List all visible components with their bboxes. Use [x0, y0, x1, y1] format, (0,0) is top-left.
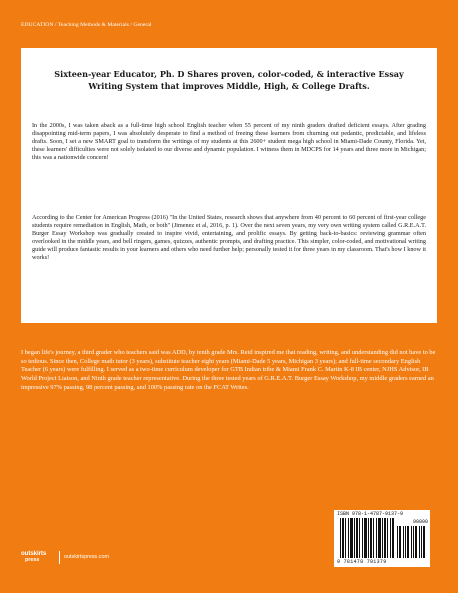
publisher-logo-top: outskirts	[21, 550, 47, 557]
description-paragraph-2: According to the Center for American Progress (2016) "In the United States, research shows that anywhere from 40 percent to 60 percent of first-year college students require remediation in English, Math, or both" (Jimenez et al, 2016, p. 1). Over the next seven years, my very own writing system called G.R.E.A.T. Burger Essay Workshop was gradually created to inspire vivid, entertaining, and prolific essays. By getting back-to-basics: reviewing grammar often overlooked in the middle years, and bell ringers, games, quizzes, authentic prompts, and drafting practice. This simpler, color-coded, and motivational writing guide will produce fantastic results in your learners and others who need further help; personally tested it for three years in my classroom. That's how I know it works!	[32, 214, 426, 262]
publisher-website: outskirtspress.com	[64, 554, 109, 560]
headline: Sixteen-year Educator, Ph. D Shares proven, color-coded, & interactive Essay Writing System that improves Middle, High, & College Drafts.	[54, 69, 404, 91]
isbn-label: ISBN 978-1-4787-9137-9	[337, 511, 404, 517]
barcode-bars	[340, 518, 394, 558]
description-panel	[21, 48, 437, 323]
logo-divider	[59, 551, 60, 564]
price-code: 90000	[412, 519, 428, 525]
description-paragraph-1: In the 2000s, I was taken aback as a full-time high school English teacher when 55 percent of my ninth graders drafted deficient essays. After grading disappointing mid-term papers, I was absolutely desperate to find a method of freeing these learners from churning out pedantic, predictable, and lifeless drafts. Soon, I set a new SMART goal to transform the writings of my students at this 2600+ student mega high school in Miami-Dade County, Florida. Yet, these learners' difficulties were not solely isolated to our diverse and dynamic population. I witness them in MDCPS for 14 years and three more in Michigan; this was a nationwide concern!	[32, 122, 426, 162]
barcode-addon-bars	[397, 526, 426, 558]
barcode-digits: 9 781478 791379	[337, 559, 387, 565]
author-bio: I began life's journey, a third grader who teachers said was ADD, by tenth grade Mrs. Reid inspired me that reading, writing, and understanding did not have to be so tedious. Since then, College math tutor (3 years), substitute teacher eight years (Miami-Dade 5 years, Michigan 3 years); and full-time secondary English Teacher (6 years) were fulfilling. I served as a two-time curriculum developer for GTB Indian tribe & Miami Frank C. Martin K-8 IB center, NJHS Advisor, IB World Project Liaison, and Ninth grade teacher representative. During the three tested years of G.R.E.A.T. Burger Essay Workshop, my middle graders earned an impressive 97% passing, 98 percent passing, and 100% passing rate on the FCAT Writes.	[21, 349, 436, 391]
isbn-barcode	[334, 510, 430, 567]
publisher-logo-bottom: press	[25, 557, 40, 563]
publisher-logo	[21, 551, 46, 563]
category-line: EDUCATION / Teaching Methods & Materials / General	[21, 22, 152, 28]
